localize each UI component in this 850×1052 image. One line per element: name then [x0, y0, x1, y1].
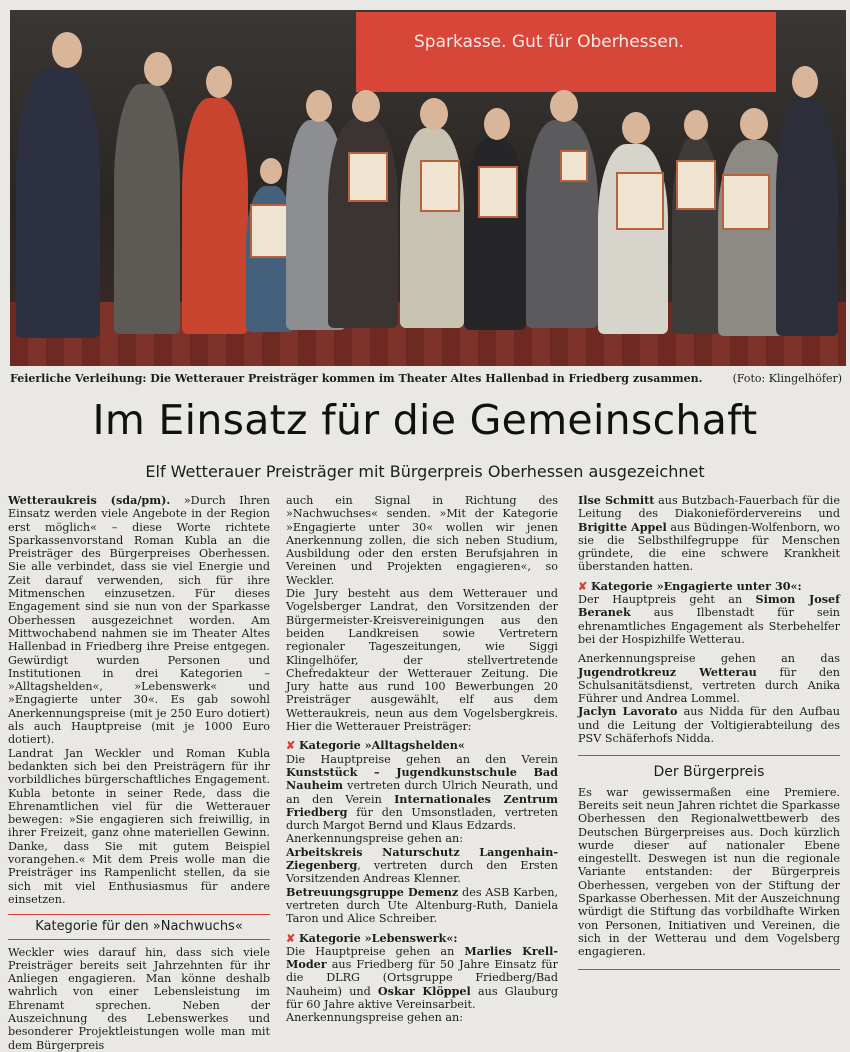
paragraph: auch ein Signal in Richtung des »Nachwuchses« senden. »Mit der Kategorie »Engagierte unter 30« wollen wir jenen Anerkennung zollen, die sich neben Studium, Ausbildung oder den ersten Berufsjahren in Vereinen und Projekten engagieren«, so Weckler. — [286, 494, 558, 587]
paragraph: Jaclyn Lavorato aus Nidda für den Aufbau und die Leitung der Voltigierabteilung des PSV Schäferhofs Nidda. — [578, 704, 841, 746]
certificate — [676, 160, 716, 210]
winner-name: Jugendrotkreuz Wetterau — [578, 664, 757, 679]
section-heading: Kategorie für den »Nachwuchs« — [8, 914, 270, 939]
category-heading — [286, 932, 558, 945]
category-title: Kategorie »Engagierte unter 30«: — [590, 578, 802, 593]
person-head — [352, 90, 380, 122]
winner-name: Simon Josef Beranek — [578, 592, 840, 620]
paragraph: Weckler wies darauf hin, dass sich viele Preisträger bereits seit Jahrzehnten für ihr Anliegen engagieren. Man könne deshalb wahrlich von einer Lebensleistung im Ehrenamt sprechen. Neben der Auszeichnung des Lebenswerkes und besonderer Projektleistungen wolle man mit dem Bürgerpreis — [8, 945, 270, 1052]
paragraph: Anerkennungspreise gehen an: — [286, 1011, 464, 1025]
person-figure — [400, 128, 464, 328]
certificate — [722, 174, 770, 230]
box-text: Es war gewissermaßen eine Premiere. Bereits seit neun Jahren richtet die Sparkasse Oberhessen den Regionalwettbewerb des Deutschen Bürgerpreises aus. Doch kürzlich wurde dieser auf nationaler Ebene eingestellt. Deswegen ist nun die regionale Variante entstanden: der Bürgerpreis Oberhessen, vergeben von der Stiftung der Sparkasse Oberhessen. Mit der Auszeichnung würdigt die Stiftung das vorbildhafte Wirken von Personen, Initiativen und Vereinen, die sich in der Wetterau und dem Vogelsberg engagieren. — [578, 785, 840, 959]
paragraph: Die Jury besteht aus dem Wetterauer und Vogelsberger Landrat, den Vorsitzenden der Bürgermeister-Kreisvereinigungen aus den beiden Landkreisen sowie Vertretern regionaler Tageszeitungen, wie Siggi Klingelhöfer, der stellvertretende Chefredakteur der Wetterauer Zeitung. Die Jury hatte aus rund 100 Bewerbungen 20 Preisträger ausgewählt, elf aus dem Wetteraukreis, neun aus dem Vogelsbergkreis. Hier die Wetterauer Preisträger: — [286, 587, 558, 734]
winner-name: Marlies Krell-Moder — [286, 943, 558, 972]
photo-caption: Feierliche Verleihung: Die Wetterauer Preisträger kommen im Theater Altes Hallenbad in Friedberg zusammen. — [10, 372, 703, 385]
person-figure — [182, 98, 248, 334]
paragraph: Anerkennungspreise gehen an: — [286, 832, 464, 846]
person-head — [420, 98, 448, 130]
cross-mark-icon: ✘ — [578, 578, 588, 593]
person-head — [684, 110, 708, 140]
paragraph — [8, 494, 270, 747]
person-head — [260, 158, 282, 184]
subheadline: Elf Wetterauer Preisträger mit Bürgerpreis Oberhessen ausgezeichnet — [145, 462, 705, 481]
category-title: Kategorie »Alltagshelden« — [298, 738, 465, 753]
person-figure — [16, 68, 100, 338]
winner-name: Jaclyn Lavorato — [578, 704, 678, 719]
category-heading — [578, 580, 840, 593]
person-head — [740, 108, 768, 140]
certificate — [616, 172, 664, 230]
person-head — [144, 52, 172, 86]
paragraph: Landrat Jan Weckler und Roman Kubla bedankten sich bei den Preisträgern für ihr vorbildliches bürgerschaftliches Engagement. Kubla betonte in seiner Rede, dass die Ehrenamtlichen viel für die Wetterauer bewegen: »Sie engagieren sich freiwillig, in ihrer Freizeit, ganz ohne materiellen Gewinn. Danke, dass Sie mit gutem Beispiel vorangehen.« Mit dem Preis wolle man die Preisträger ins Rampenlicht stellen, da sie sich mit viel Enthusiasmus für andere einsetzen. — [8, 746, 270, 906]
cross-mark-icon: ✘ — [286, 930, 296, 945]
category-title: Kategorie »Lebenswerk«: — [298, 930, 458, 945]
person-figure — [114, 84, 180, 334]
certificate — [560, 150, 588, 182]
paragraph: Ilse Schmitt aus Butzbach-Fauerbach für die Leitung des Diakoniefördervereins und Brigitte Appel aus Büdingen-Wolfenborn, wo sie die Selbsthilfegruppe für Menschen gründete, die eine schwere Krankheit überstanden hatten. — [578, 493, 840, 574]
column-1 — [8, 494, 270, 1052]
headline: Im Einsatz für die Gemeinschaft — [92, 396, 758, 444]
person-head — [550, 90, 578, 122]
category-heading — [286, 739, 558, 752]
certificate — [348, 152, 388, 202]
winner-name: Internationales Zentrum Friedberg — [286, 791, 558, 819]
dateline: Wetteraukreis (sda/pm). — [8, 493, 171, 507]
column-2 — [286, 494, 558, 1025]
certificate — [478, 166, 518, 218]
box-divider-top — [578, 755, 840, 756]
paragraph: Betreuungsgruppe Demenz des ASB Karben, vertreten durch Ute Altenburg-Ruth, Daniela Taron und Alice Schreiber. — [286, 884, 558, 926]
paragraph: Der Hauptpreis geht an Simon Josef Beranek aus Ilbenstadt für sein ehrenamtliches Engagement als Sterbehelfer bei der Hospizhilfe Wetterau. — [578, 592, 840, 646]
paragraph: Die Hauptpreise gehen an den Verein Kunststück – Jugendkunstschule Bad Nauheim vertreten durch Ulrich Neurath, und an den Verein Internationales Zentrum Friedberg für den Umsonstladen, vertreten durch Margot Bernd und Klaus Edzards. — [286, 752, 558, 833]
group-photo — [10, 10, 846, 366]
box-title: Der Bürgerpreis — [653, 764, 765, 781]
person-head — [622, 112, 650, 144]
paragraph: Anerkennungspreise gehen an das Jugendrotkreuz Wetterau für den Schulsanitätsdienst, vertreten durch Anika Führer und Andrea Lommel. — [578, 652, 840, 706]
winner-name: Kunststück – Jugendkunstschule Bad Nauheim — [286, 764, 558, 793]
person-head — [484, 108, 510, 140]
winner-name: Ilse Schmitt — [578, 493, 655, 507]
banner-text: Sparkasse. Gut für Oberhessen. — [414, 32, 685, 52]
photo-credit: (Foto: Klingelhöfer) — [732, 372, 842, 385]
paragraph: Arbeitskreis Naturschutz Langenhain-Ziegenberg, vertreten durch den Ersten Vorsitzenden Andreas Klenner. — [286, 844, 558, 886]
winner-name: Brigitte Appel — [578, 519, 667, 534]
person-head — [206, 66, 232, 98]
paragraph: Die Hauptpreise gehen an Marlies Krell-Moder aus Friedberg für 50 Jahre Einsatz für die DLRG (Ortsgruppe Friedberg/Bad Nauheim) und Oskar Klöppel aus Glauburg für 60 Jahre aktive Vereinsarbeit. — [286, 943, 558, 1011]
winner-name: Oskar Klöppel — [377, 983, 471, 998]
column-3 — [578, 494, 840, 970]
sponsor-banner — [356, 12, 776, 92]
winner-name: Arbeitskreis Naturschutz Langenhain-Ziegenberg — [286, 844, 558, 873]
cross-mark-icon: ✘ — [286, 738, 296, 753]
person-head — [52, 32, 82, 68]
winner-name: Betreuungsgruppe Demenz — [286, 884, 459, 899]
person-figure — [776, 98, 838, 336]
person-head — [306, 90, 332, 122]
box-divider-bottom — [578, 969, 840, 970]
person-figure — [328, 118, 398, 328]
person-head — [792, 66, 818, 98]
certificate — [420, 160, 460, 212]
intro-text: »Durch Ihren Einsatz werden viele Angebote in der Region erst möglich« – diese Worte richtete Sparkassenvorstand Roman Kubla an die Preisträger des Bürgerpreises Oberhessen. Sie alle verbindet, dass sie viel Energie und Zeit darauf verwenden, sich für ihre Mitmenschen einzusetzen. Für dieses Engagement sind sie nun von der Sparkasse Oberhessen ausgezeichnet worden. Am Mittwochabend nahmen sie im Theater Altes Hallenbad in Friedberg ihre Preise entgegen. Gewürdigt wurden Personen und Institutionen in drei Kategorien – »Alltagshelden«, »Lebenswerk« und »Engagierte unter 30«. Es gab sowohl Anerkennungspreise (mit je 250 Euro dotiert) als auch Hauptpreise (mit je 1000 Euro dotiert). — [8, 494, 271, 747]
